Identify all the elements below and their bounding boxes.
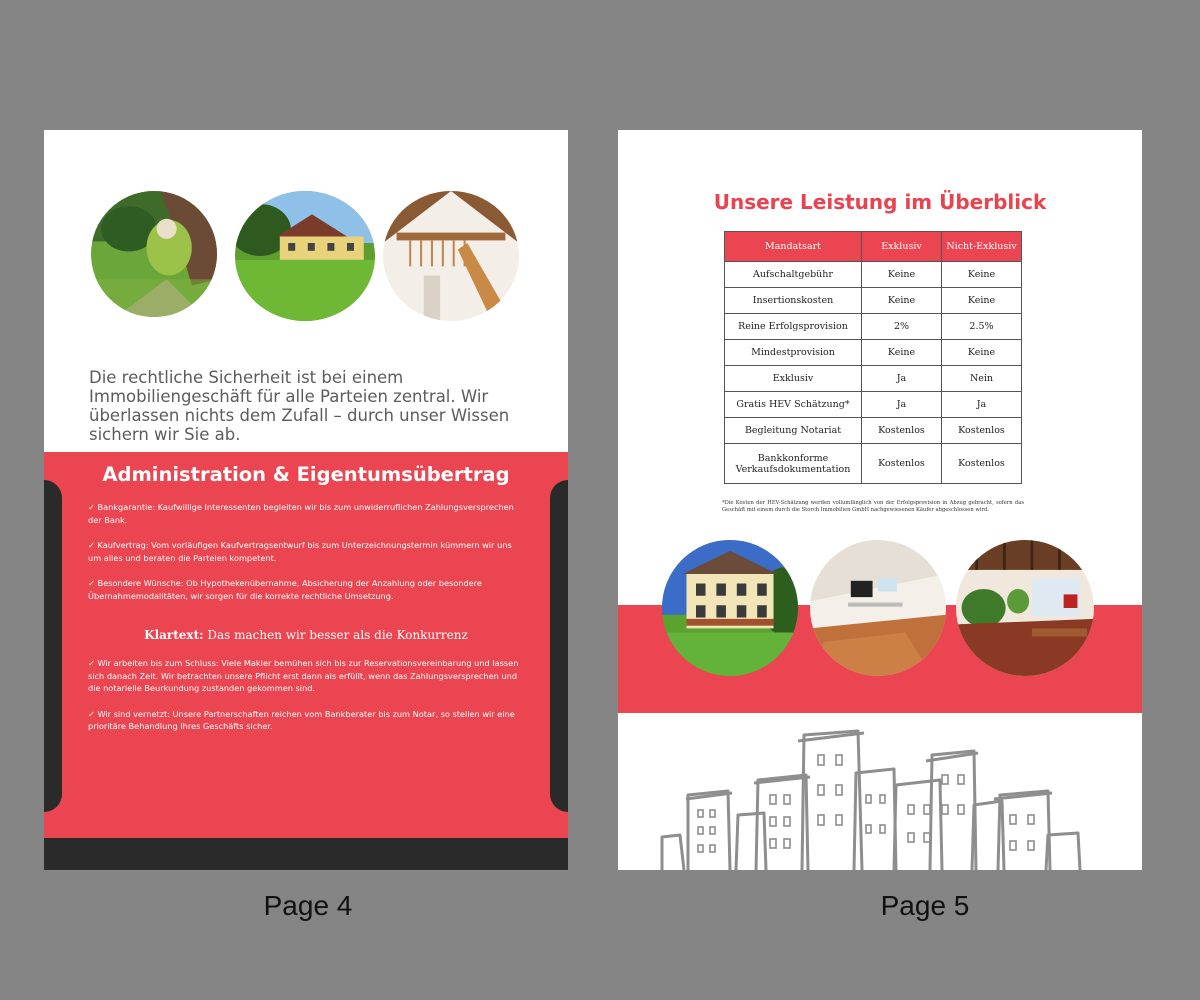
table-row xyxy=(725,262,1022,288)
garden-photo xyxy=(91,191,217,317)
table-cell: Keine xyxy=(942,288,1022,314)
list-item: ✓ Wir sind vernetzt: Unsere Partnerschaften reichen vom Bankberater bis zum Notar, so stellen wir eine prioritäre Behandlung Ihres Geschäfts sicher. xyxy=(88,708,515,731)
klartext-subheading xyxy=(44,628,568,642)
table-cell: 2.5% xyxy=(942,314,1022,340)
klartext-text: Das machen wir besser als die Konkurrenz xyxy=(207,628,468,642)
table-row xyxy=(725,418,1022,444)
services-table xyxy=(724,231,1022,484)
loft-photo xyxy=(383,191,519,321)
table-cell: Gratis HEV Schätzung* xyxy=(725,392,862,418)
table-cell: Kostenlos xyxy=(942,418,1022,444)
table-cell: Begleitung Notariat xyxy=(725,418,862,444)
list-item: ✓ Kaufvertrag: Vom vorläufigen Kaufvertragsentwurf bis zum Unterzeichnungstermin kümmern wir uns um alles und beraten die Parteien kompetent. xyxy=(88,540,512,563)
table-row xyxy=(725,392,1022,418)
left-dark-accent xyxy=(44,480,62,812)
advantage-list xyxy=(88,657,524,746)
table-cell: Keine xyxy=(862,262,942,288)
klartext-label: Klartext: xyxy=(144,628,204,642)
page-5-caption: Page 5 xyxy=(880,890,970,921)
city-skyline-illustration xyxy=(658,725,1108,870)
house-photo xyxy=(235,191,375,321)
table-cell: Ja xyxy=(942,392,1022,418)
table-row xyxy=(725,288,1022,314)
intro-text: Die rechtliche Sicherheit ist bei einem Immobiliengeschäft für alle Parteien zentral. Wir überlassen nichts dem Zufall – durch unser Wissen sichern wir Sie ab. xyxy=(89,368,510,444)
table-cell: Reine Erfolgsprovision xyxy=(725,314,862,340)
table-row xyxy=(725,444,1022,484)
table-cell: Kostenlos xyxy=(862,444,942,484)
table-cell: Bankkonforme Verkaufsdokumentation xyxy=(725,444,862,484)
table-cell: Keine xyxy=(862,340,942,366)
list-item: ✓ Bankgarantie: Kaufwillige Interessenten begleiten wir bis zum unwiderruflichen Zahlungsversprechen der Bank. xyxy=(88,502,514,525)
table-row xyxy=(725,340,1022,366)
column-header: Nicht-Exklusiv xyxy=(942,232,1022,262)
table-cell: Kostenlos xyxy=(862,418,942,444)
column-header: Exklusiv xyxy=(862,232,942,262)
table-cell: Keine xyxy=(942,262,1022,288)
table-footnote: *Die Kosten der HEV-Schätzung werden vollumfänglich von der Erfolgsprovision in Abzug gebracht, sofern das Geschäft mit einem durch die Storch Immobilien GmbH nachgewiesenen Käufer abgeschlossen wird. xyxy=(722,500,1024,513)
page-4-caption: Page 4 xyxy=(263,890,353,921)
brochure-page-4 xyxy=(44,130,568,870)
table-cell: Ja xyxy=(862,392,942,418)
table-cell: Exklusiv xyxy=(725,366,862,392)
table-cell: Keine xyxy=(942,340,1022,366)
page-title: Unsere Leistung im Überblick xyxy=(713,190,1047,214)
table-cell: Insertionskosten xyxy=(725,288,862,314)
table-row xyxy=(725,314,1022,340)
column-header: Mandatsart xyxy=(725,232,862,262)
table-cell: Kostenlos xyxy=(942,444,1022,484)
list-item: ✓ Wir arbeiten bis zum Schluss: Viele Makler bemühen sich bis zur Reservationsvereinbarung und lassen sich danach Zeit. Wir betrachten unsere Pflicht erst dann als erfüllt, wenn das Zahlungsversprechen und die notarielle Beurkundung zustanden gekommen sind. xyxy=(88,658,519,693)
right-dark-accent xyxy=(550,480,568,812)
table-cell: Nein xyxy=(942,366,1022,392)
bottom-dark-band xyxy=(44,838,568,870)
table-header-row xyxy=(725,232,1022,262)
service-list xyxy=(88,501,524,615)
section-heading: Administration & Eigentumsübertrag xyxy=(102,463,510,486)
table-cell: Aufschaltgebühr xyxy=(725,262,862,288)
attic-room-photo xyxy=(810,540,946,676)
villa-photo xyxy=(662,540,798,676)
table-cell: Ja xyxy=(862,366,942,392)
table-row xyxy=(725,366,1022,392)
table-cell: Keine xyxy=(862,288,942,314)
table-cell: 2% xyxy=(862,314,942,340)
table-cell: Mindestprovision xyxy=(725,340,862,366)
brochure-page-5 xyxy=(618,130,1142,870)
living-room-photo xyxy=(956,540,1094,676)
list-item: ✓ Besondere Wünsche: Ob Hypothekenübernahme, Absicherung der Anzahlung oder besondere Übernahmemodalitäten, wir sorgen für die korrekte rechtliche Umsetzung. xyxy=(88,578,482,601)
